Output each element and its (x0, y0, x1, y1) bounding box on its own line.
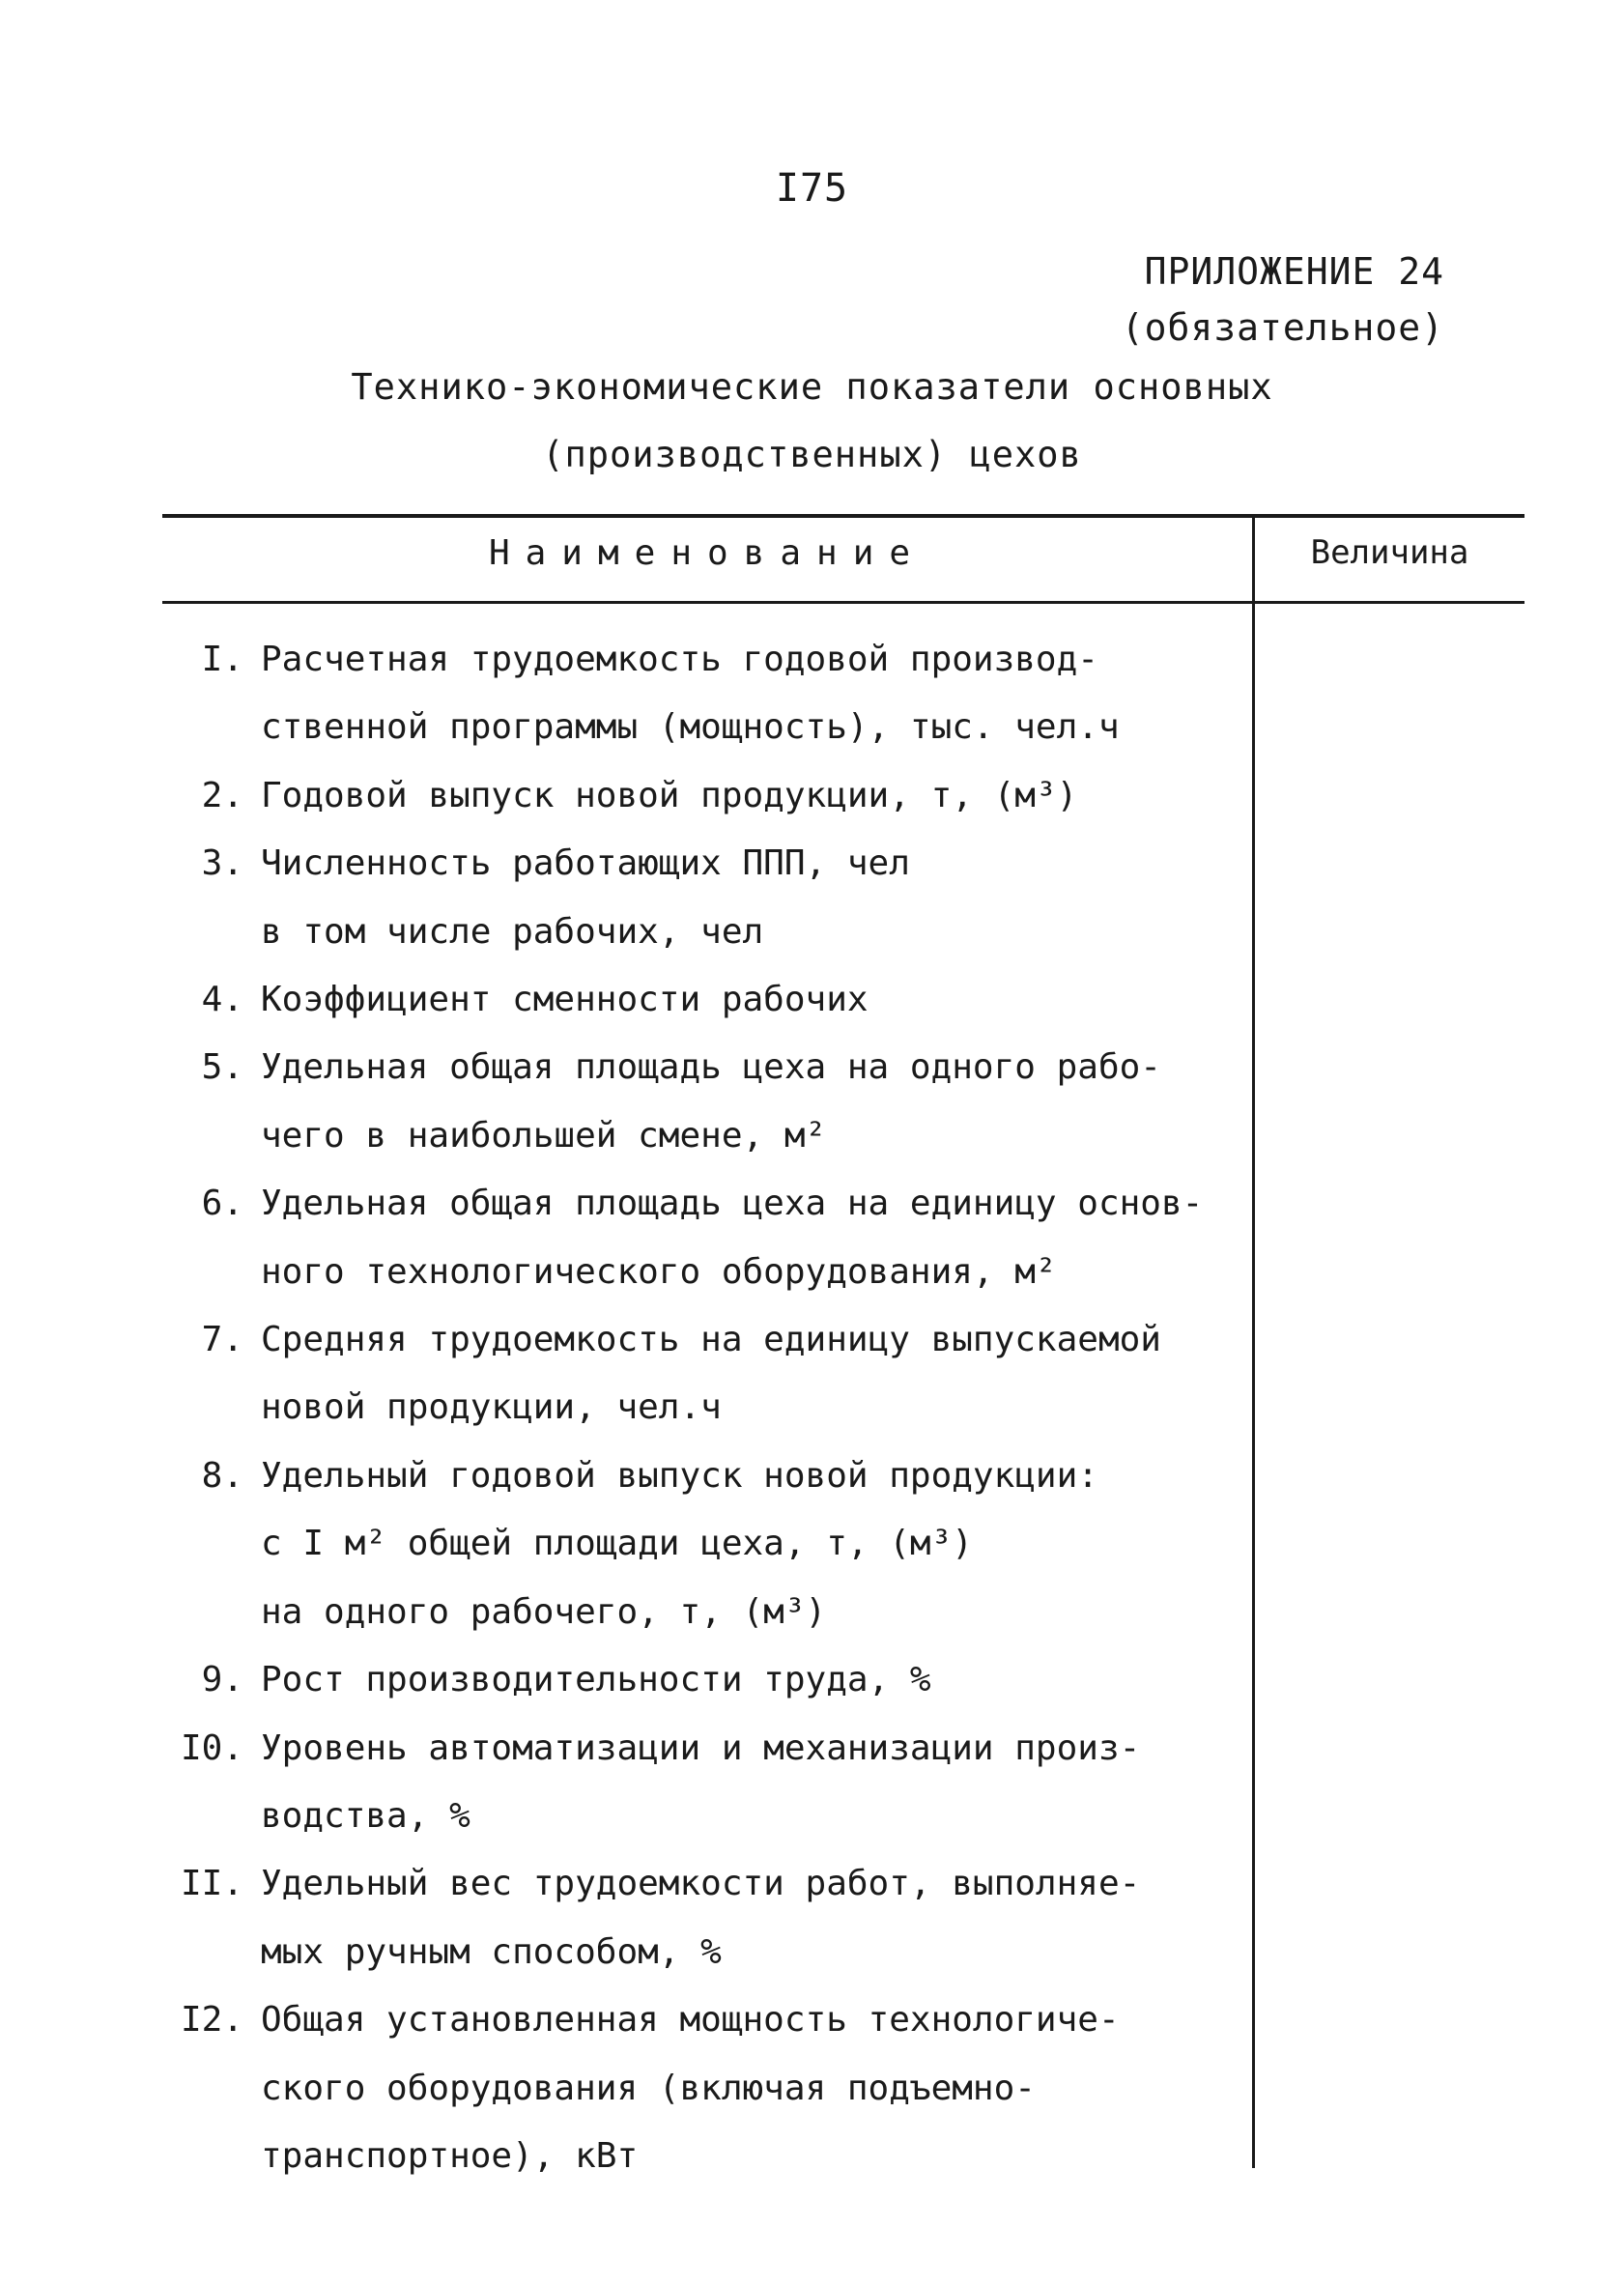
indicator-row (162, 1442, 1235, 1646)
indicator-text: Уровень автоматизации и механизации произ- водства, % (261, 1727, 1141, 1836)
page-number: I75 (775, 166, 849, 211)
indicator-row (162, 1850, 1235, 1986)
appendix-note: (обязательное) (1121, 306, 1444, 349)
table-column-divider (1252, 514, 1255, 2168)
column-header-name: Наименование (488, 533, 926, 573)
indicator-row (162, 1986, 1235, 2190)
indicator-number: 9. (201, 1660, 243, 1700)
indicator-number: 5. (201, 1047, 243, 1088)
indicator-text: Общая установленная мощность технологиче- ского оборудования (включая подъемно- транспортное), кВт (261, 2000, 1120, 2176)
indicator-number: 8. (201, 1455, 243, 1496)
indicator-text: Численность работающих ППП, чел в том числе рабочих, чел (261, 843, 910, 952)
indicator-text: Расчетная трудоемкость годовой производ- ственной программы (мощность), тыс. чел.ч (261, 640, 1120, 748)
table-header-rule (162, 601, 1524, 604)
indicator-row (162, 1306, 1235, 1442)
indicator-text: Удельный годовой выпуск новой продукции: с I м² общей площади цеха, т, (м³) на одного рабочего, т, (м³) (261, 1455, 1098, 1632)
indicator-list (162, 626, 1235, 2190)
indicator-row (162, 1034, 1235, 1170)
indicator-number: I. (201, 640, 243, 679)
document-title-line-2: (производственных) цехов (542, 434, 1082, 475)
indicator-row (162, 966, 1235, 1034)
indicator-text: Удельная общая площадь цеха на одного рабо- чего в наибольшей смене, м² (261, 1047, 1161, 1156)
indicator-number: I2. (180, 2000, 243, 2041)
indicator-text: Коэффициент сменности рабочих (261, 980, 869, 1020)
indicator-text: Годовой выпуск новой продукции, т, (м³) (261, 775, 1078, 815)
indicator-number: 4. (201, 980, 243, 1020)
indicator-number: 3. (201, 843, 243, 884)
indicator-row (162, 830, 1235, 966)
indicator-number: 2. (201, 775, 243, 815)
appendix-title: ПРИЛОЖЕНИЕ 24 (1144, 250, 1444, 293)
indicator-number: 7. (201, 1320, 243, 1360)
indicator-row (162, 1646, 1235, 1714)
indicator-text: Средняя трудоемкость на единицу выпускаемой новой продукции, чел.ч (261, 1320, 1161, 1428)
document-title-line-1: Технико-экономические показатели основных (351, 366, 1273, 408)
column-header-value: Величина (1310, 533, 1469, 572)
document-title (0, 354, 1624, 489)
indicator-number: 6. (201, 1184, 243, 1224)
indicator-text: Удельная общая площадь цеха на единицу основ- ного технологического оборудования, м² (261, 1184, 1204, 1292)
indicator-row (162, 762, 1235, 830)
table-top-rule (162, 514, 1524, 518)
appendix-heading (1122, 243, 1444, 356)
indicator-row (162, 1715, 1235, 1851)
indicator-row (162, 626, 1235, 762)
indicator-text: Рост производительности труда, % (261, 1660, 931, 1700)
indicator-row (162, 1170, 1235, 1306)
indicator-text: Удельный вес трудоемкости работ, выполняе- мых ручным способом, % (261, 1864, 1141, 1972)
indicator-number: I0. (180, 1727, 243, 1768)
indicator-number: II. (180, 1864, 243, 1904)
